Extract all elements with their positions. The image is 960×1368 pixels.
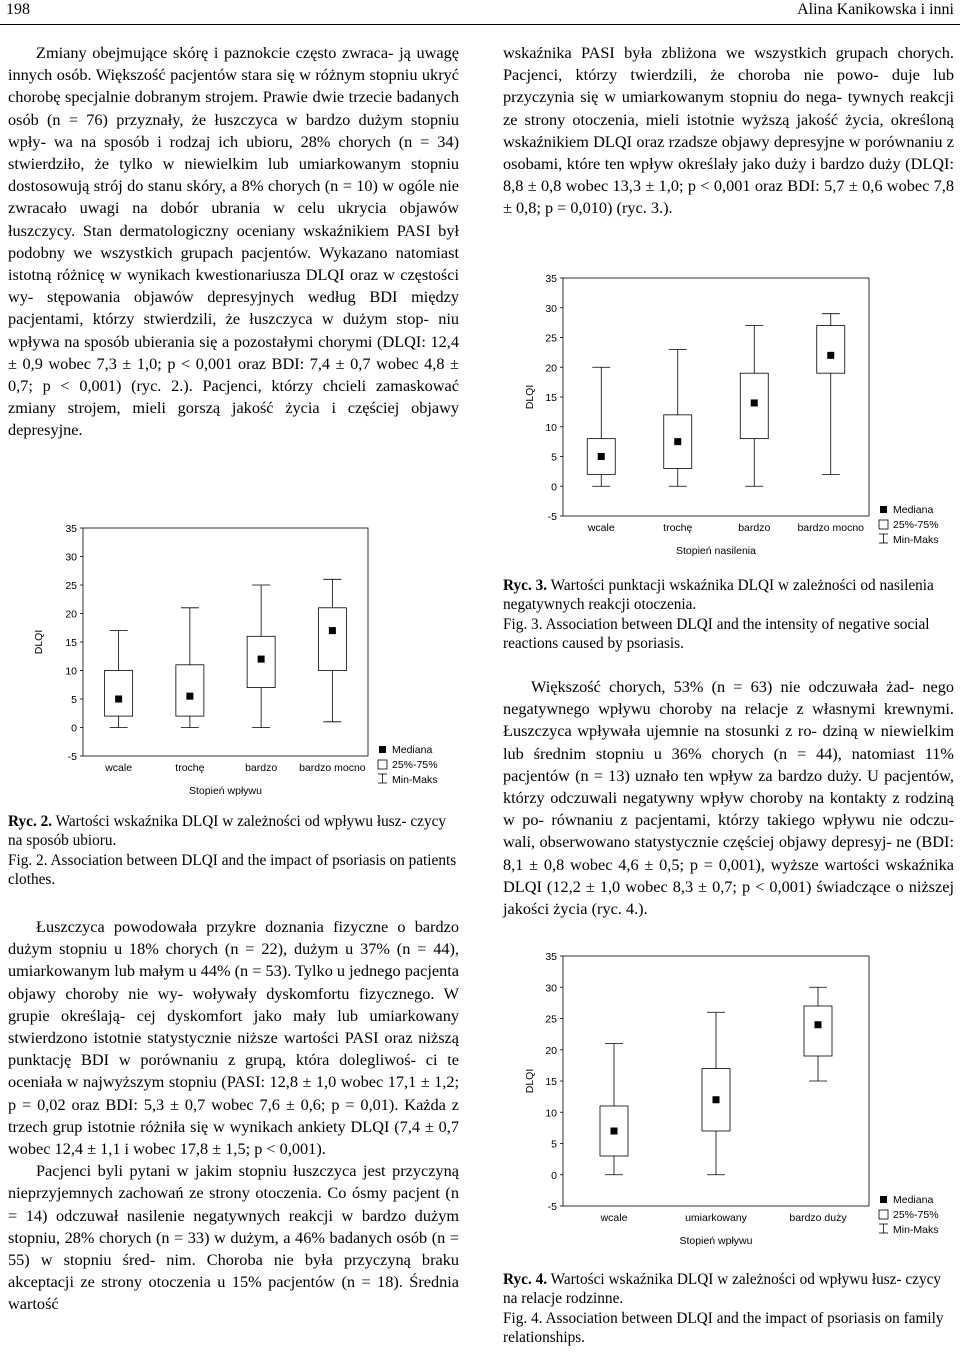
box-plot-fig4 bbox=[503, 934, 954, 1256]
running-header bbox=[0, 0, 960, 25]
figure-3-chart bbox=[503, 262, 954, 562]
iqr-box bbox=[817, 326, 845, 374]
caption-fig3-en: Fig. 3. Association between DLQI and the intensity of negative social reactions caused by psoriasis. bbox=[503, 615, 930, 653]
x-category-label: trochę bbox=[663, 522, 693, 534]
x-category-label: bardzo bbox=[738, 522, 771, 534]
x-category-label: bardzo bbox=[245, 762, 278, 774]
legend-median-swatch bbox=[880, 1196, 887, 1203]
x-category-label: wcale bbox=[587, 522, 615, 534]
right-column-middle bbox=[503, 676, 954, 920]
y-tick-label: -5 bbox=[67, 751, 77, 763]
figure-4-chart bbox=[503, 934, 954, 1256]
legend-box-label: 25%-75% bbox=[893, 1209, 939, 1221]
figure-2-chart bbox=[8, 512, 459, 812]
median-marker bbox=[815, 1021, 822, 1028]
caption-fig4-label: Ryc. 4. bbox=[503, 1271, 548, 1288]
figure-3-caption bbox=[503, 576, 954, 654]
y-tick-label: 20 bbox=[545, 1044, 557, 1057]
y-tick-label: 30 bbox=[545, 302, 557, 315]
x-category-label: umiarkowany bbox=[685, 1212, 747, 1224]
legend-box-swatch bbox=[879, 1210, 888, 1219]
y-tick-label: 0 bbox=[71, 722, 77, 735]
legend-median-swatch bbox=[880, 506, 887, 513]
y-tick-label: 5 bbox=[551, 1138, 557, 1151]
caption-fig2-label: Ryc. 2. bbox=[8, 813, 53, 830]
x-axis-label: Stopień wpływu bbox=[679, 1235, 753, 1247]
x-category-label: bardzo mocno bbox=[797, 522, 865, 534]
legend-whisker-label: Min-Maks bbox=[392, 774, 438, 786]
y-axis-label: DLQI bbox=[524, 384, 536, 410]
y-axis-label: DLQI bbox=[33, 629, 45, 655]
y-tick-label: 10 bbox=[65, 665, 77, 678]
iqr-box bbox=[105, 671, 133, 717]
y-tick-label: 20 bbox=[65, 608, 77, 621]
y-tick-label: -5 bbox=[547, 1201, 557, 1213]
y-tick-label: 10 bbox=[545, 421, 557, 434]
caption-fig3-label: Ryc. 3. bbox=[503, 577, 548, 594]
y-tick-label: 35 bbox=[545, 273, 557, 285]
paragraph-physical-discomfort: Łuszczyca powodowała przykre doznania fizyczne o bardzo dużym stopniu u 18% chorych (n = 22), dużym u 37% (n = 44), umiarkowanym lub małym u 44% (n = 53). Tylko u jednego pacjenta objawy choroby nie wy- woływały dyskomfortu fizycznego. W grupie określają- cej dyskomfort jako mały lub umiarkowany stwierdzono istotnie statystycznie niższe wartości PASI oraz niższą punktację BDI w porównaniu z grupą, która dolegliwoś- ci te oceniała w najwyższym stopniu (PASI: 12,8 ± 1,0 wobec 17,1 ± 1,2; p = 0,02 oraz BDI: 5,3 ± 0,7 wobec 7,6 ± 0,6; p = 0,01). Każda z trzech grup istotnie różniła się w wynikach ankiety DLQI (7,4 ± 0,7 wobec 12,4 ± 1,1 i wobec 17,8 ± 1,5; p < 0,001). bbox=[8, 917, 459, 1159]
left-column-bottom bbox=[8, 916, 459, 1316]
median-marker bbox=[115, 696, 122, 703]
y-tick-label: 15 bbox=[65, 637, 77, 649]
box-plot-fig2 bbox=[8, 512, 459, 812]
median-marker bbox=[827, 352, 834, 359]
paragraph-pasi-continued: wskaźnika PASI była zbliżona we wszystkich grupach chorych. Pacjenci, którzy twierdzili, że choroba nie powo- duje lub przyczynia się w umiarkowanym stopniu do nega- tywnych reakcji ze strony otoczenia, mieli istotnie wyższą jakość życia, określoną wskaźnikiem DLQI oraz rzadsze objawy depresyjne w porównaniu z osobami, które ten wpływ określały jako duży i bardzo duży (DLQI: 8,8 ± 0,8 wobec 13,3 ± 1,0; p < 0,001 oraz BDI: 5,7 ± 0,6 wobec 7,8 ± 0,8; p = 0,010) (ryc. 3.). bbox=[503, 43, 954, 218]
y-tick-label: -5 bbox=[547, 511, 557, 523]
paragraph-clothes: Zmiany obejmujące skórę i paznokcie często zwraca- ją uwagę innych osób. Większość pacjentów stara się w różnym stopniu ukryć chorobę specjalnie dobranym strojem. Prawie dwie trzecie badanych osób (n = 76) przyznały, że łuszczyca w bardzo dużym stopniu wpły- wa na sposób i rodzaj ich ubioru, 28% chorych (n = 34) stwierdziło, że tylko w niewielkim lub umiarkowanym stopniu dostosowują strój do stanu skóry, a 8% chorych (n = 10) w ogóle nie zwracało uwagi na dobór ubrania w celu ukrycia objawów łuszczycy. Stan dermatologiczny oceniany wskaźnikiem PASI był podobny we wszystkich grupach pacjentów. Wykazano natomiast istotną różnicę w wynikach kwestionariusza DLQI oraz w częstości wy- stępowania objawów depresyjnych według BDI między pacjentami, którzy stwierdzili, że łuszczyca w dużym stop- niu wpływa na sposób ubierania się a pozostałymi chorymi (DLQI: 12,4 ± 0,9 wobec 7,3 ± 1,0; p < 0,001 oraz BDI: 7,4 ± 0,7 wobec 4,8 ± 0,7; p < 0,001) (ryc. 2.). Pacjenci, którzy chcieli zamaskować zmiany strojem, mieli gorszą jakość życia i częściej objawy depresyjne. bbox=[8, 43, 459, 440]
y-tick-label: 20 bbox=[545, 362, 557, 375]
y-tick-label: 30 bbox=[545, 982, 557, 995]
median-marker bbox=[713, 1096, 720, 1103]
median-marker bbox=[329, 627, 336, 634]
left-column-top bbox=[8, 42, 459, 442]
y-tick-label: 0 bbox=[551, 1169, 557, 1182]
paragraph-family-relations: Większość chorych, 53% (n = 63) nie odczuwała żad- nego negatywnego wpływu choroby na relacje z własnymi krewnymi. Łuszczyca wpływała ujemnie na stosunki z ro- dziną w niewielkim lub średnim stopniu u 36% chorych (n = 44), natomiast 11% pacjentów (n = 13) uznało ten wpływ za bardzo duży. U pacjentów, którzy odczuwali negatywny wpływ choroby na kontakty z rodziną w po- równaniu z pacjentami, którzy takiego wpływu nie odczu- wali, obserwowano statystycznie częściej objawy depresyj- ne (BDI: 8,1 ± 0,8 wobec 4,6 ± 0,5; p = 0,001), wyższe wartości wskaźnika DLQI (12,2 ± 1,0 wobec 8,3 ± 0,7; p < 0,001) świadczące o niższej jakości życia (ryc. 4.). bbox=[503, 677, 954, 919]
legend-median-label: Mediana bbox=[893, 504, 934, 516]
x-category-label: bardzo mocno bbox=[299, 762, 366, 774]
x-category-label: bardzo duży bbox=[789, 1212, 847, 1224]
y-tick-label: 35 bbox=[65, 523, 77, 535]
caption-fig4-en: Fig. 4. Association between DLQI and the impact of psoriasis on family relationships. bbox=[503, 1309, 944, 1347]
y-tick-label: 30 bbox=[65, 551, 77, 564]
y-tick-label: 25 bbox=[545, 332, 557, 345]
right-column-top bbox=[503, 42, 954, 220]
median-marker bbox=[598, 453, 605, 460]
y-tick-label: 15 bbox=[545, 392, 557, 404]
page-number: 198 bbox=[6, 1, 30, 18]
figure-4-caption bbox=[503, 1270, 954, 1348]
y-tick-label: 25 bbox=[545, 1013, 557, 1026]
median-marker bbox=[258, 656, 265, 663]
median-marker bbox=[674, 438, 681, 445]
legend-box-swatch bbox=[378, 760, 387, 769]
x-category-label: trochę bbox=[175, 762, 205, 774]
legend-whisker-label: Min-Maks bbox=[893, 1224, 939, 1236]
median-marker bbox=[751, 399, 758, 406]
figure-2-caption bbox=[8, 812, 459, 890]
y-tick-label: 5 bbox=[71, 694, 77, 706]
y-tick-label: 5 bbox=[551, 451, 557, 464]
x-category-label: wcale bbox=[600, 1212, 628, 1224]
caption-fig3-pl: Ryc. 3. Wartości punktacji wskaźnika DLQI w zależności od nasilenia negatywnych reakcji otoczenia. bbox=[503, 577, 934, 614]
x-axis-label: Stopień nasilenia bbox=[676, 545, 756, 557]
legend-whisker-label: Min-Maks bbox=[893, 534, 939, 546]
iqr-box bbox=[804, 1006, 832, 1056]
y-tick-label: 15 bbox=[545, 1076, 557, 1088]
median-marker bbox=[611, 1128, 618, 1135]
box-plot-fig3 bbox=[503, 262, 954, 562]
y-tick-label: 25 bbox=[65, 580, 77, 592]
running-authors: Alina Kanikowska i inni bbox=[797, 1, 954, 18]
iqr-box bbox=[318, 608, 346, 671]
caption-fig2-pl: Ryc. 2. Wartości wskaźnika DLQI w zależności od wpływu łusz- czycy na sposób ubioru. bbox=[8, 813, 447, 850]
legend-median-label: Mediana bbox=[893, 1194, 934, 1206]
legend-median-swatch bbox=[379, 746, 386, 753]
y-tick-label: 10 bbox=[545, 1107, 557, 1120]
caption-fig4-pl: Ryc. 4. Wartości wskaźnika DLQI w zależności od wpływu łusz- czycy na relacje rodzinne. bbox=[503, 1271, 942, 1308]
iqr-box bbox=[176, 665, 204, 716]
x-category-label: wcale bbox=[105, 762, 133, 774]
median-marker bbox=[186, 693, 193, 700]
y-axis-label: DLQI bbox=[524, 1068, 536, 1094]
y-tick-label: 0 bbox=[551, 481, 557, 494]
y-tick-label: 35 bbox=[545, 951, 557, 963]
legend-box-swatch bbox=[879, 520, 888, 529]
paragraph-social-reactions: Pacjenci byli pytani w jakim stopniu łuszczyca jest przyczyną nieprzyjemnych zachowań ze strony otoczenia. Co ósmy pacjent (n = 14) odczuwał nasilenie negatywnych reakcji w bardzo dużym stopniu, 28% chorych (n = 33) w dużym, a 46% badanych osób (n = 55) w stopniu śred- nim. Choroba nie była przyczyną braku akceptacji ze strony otoczenia u 15% pacjentów (n = 18). Średnia wartość bbox=[8, 1161, 459, 1314]
legend-box-label: 25%-75% bbox=[893, 519, 939, 531]
x-axis-label: Stopień wpływu bbox=[189, 785, 262, 797]
caption-fig2-en: Fig. 2. Association between DLQI and the impact of psoriasis on patients clothes. bbox=[8, 851, 457, 889]
legend-box-label: 25%-75% bbox=[392, 759, 438, 771]
legend-median-label: Mediana bbox=[392, 744, 433, 756]
